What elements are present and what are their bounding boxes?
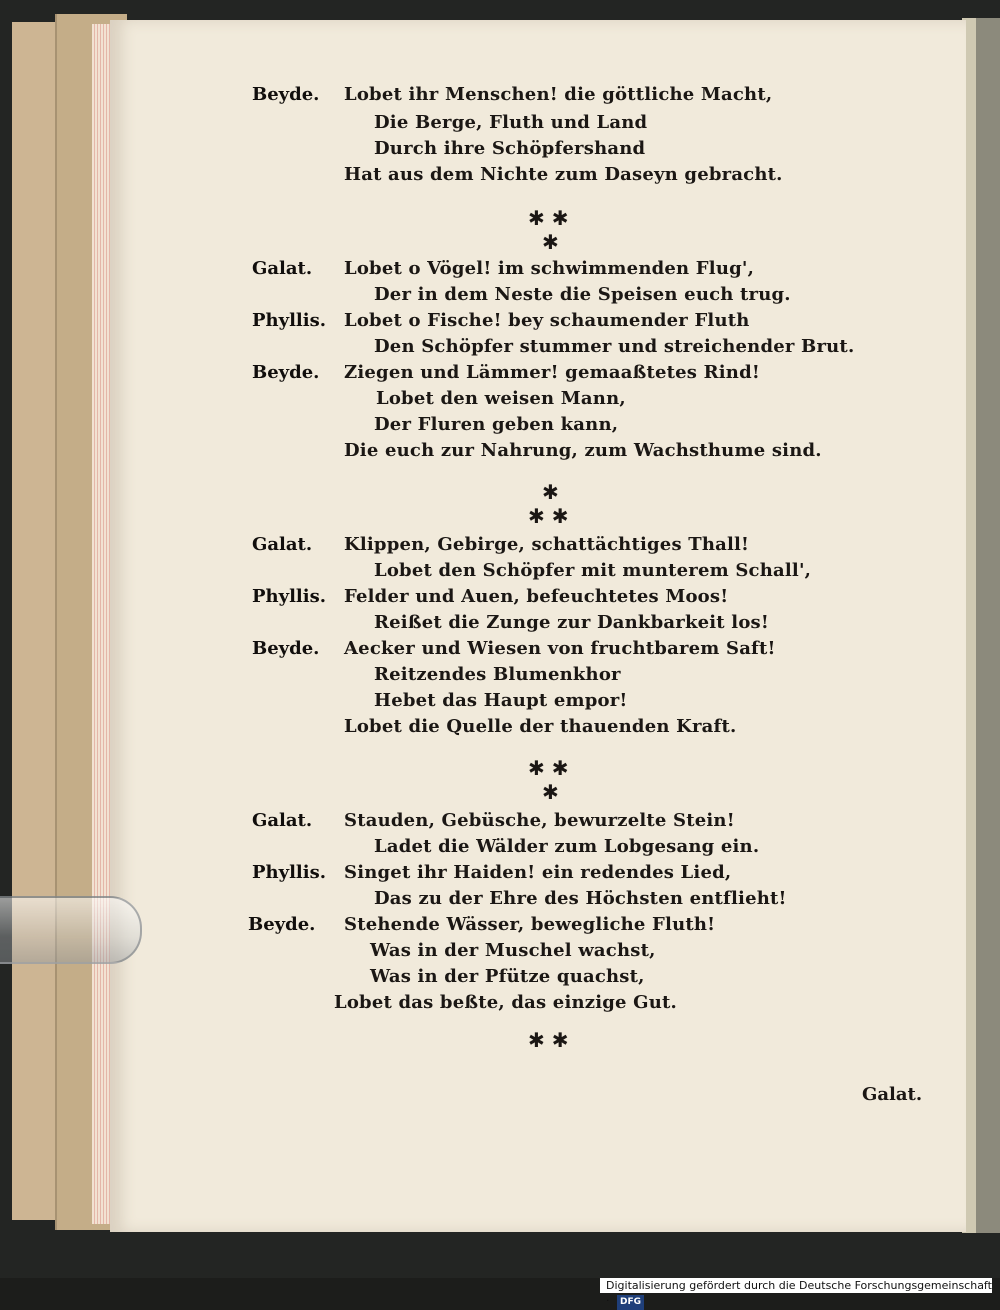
verse-line: Lobet o Vögel! im schwimmenden Flug', xyxy=(344,258,755,279)
page-holder-clip xyxy=(0,896,142,964)
verse-line: Stehende Wässer, bewegliche Fluth! xyxy=(344,914,716,935)
verse-line: Was in der Muschel wachst, xyxy=(370,940,656,961)
verse-line: Den Schöpfer stummer und streichender Brut. xyxy=(374,336,855,357)
book-page xyxy=(110,20,966,1232)
catchword: Galat. xyxy=(862,1084,923,1105)
verse-line: Reitzendes Blumenkhor xyxy=(374,664,621,685)
section-separator xyxy=(528,756,568,804)
verse-line: Lobet den weisen Mann, xyxy=(376,388,626,409)
verse-line: Lobet o Fische! bey schaumender Fluth xyxy=(344,310,750,331)
separator-stars: ✱ ✱ xyxy=(528,1028,569,1052)
verse-line: Der Fluren geben kann, xyxy=(374,414,619,435)
verse-line: Was in der Pfütze quachst, xyxy=(370,966,645,987)
separator-star-bottom: ✱ xyxy=(542,780,559,804)
verse-line: Aecker und Wiesen von fruchtbarem Saft! xyxy=(344,638,776,659)
verse-line: Hat aus dem Nichte zum Daseyn gebracht. xyxy=(344,164,783,185)
speaker-label: Phyllis. xyxy=(252,586,326,607)
separator-stars: ✱ ✱ xyxy=(528,206,569,230)
verse-line: Reißet die Zunge zur Dankbarkeit los! xyxy=(374,612,769,633)
verse-line: Stauden, Gebüsche, bewurzelte Stein! xyxy=(344,810,735,831)
separator-star-bottom: ✱ xyxy=(542,230,559,254)
footer-attribution: Digitalisierung gefördert durch die Deutsche Forschungsgemeinschaft · DFG xyxy=(600,1278,992,1293)
speaker-label: Beyde. xyxy=(252,84,320,105)
verse-line: Singet ihr Haiden! ein redendes Lied, xyxy=(344,862,732,883)
speaker-label: Phyllis. xyxy=(252,310,326,331)
verse-line: Felder und Auen, befeuchtetes Moos! xyxy=(344,586,729,607)
verse-line: Lobet die Quelle der thauenden Kraft. xyxy=(344,716,737,737)
speaker-label: Beyde. xyxy=(252,362,320,383)
separator-stars: ✱ ✱ xyxy=(528,756,569,780)
speaker-label: Beyde. xyxy=(252,638,320,659)
verse-line: Klippen, Gebirge, schattächtiges Thall! xyxy=(344,534,750,555)
verse-line: Die Berge, Fluth und Land xyxy=(374,112,648,133)
separator-stars: ✱ ✱ xyxy=(528,504,569,528)
section-separator xyxy=(528,1028,568,1052)
verse-line: Die euch zur Nahrung, zum Wachsthume sind. xyxy=(344,440,822,461)
verse-line: Ladet die Wälder zum Lobgesang ein. xyxy=(374,836,760,857)
speaker-label: Galat. xyxy=(252,534,313,555)
verse-line: Ziegen und Lämmer! gemaaßtetes Rind! xyxy=(344,362,760,383)
verse-line: Lobet ihr Menschen! die göttliche Macht, xyxy=(344,84,773,105)
speaker-label: Galat. xyxy=(252,258,313,279)
verse-line: Hebet das Haupt empor! xyxy=(374,690,628,711)
separator-star-top: ✱ xyxy=(542,480,559,504)
section-separator xyxy=(528,480,568,528)
footer-text: Digitalisierung gefördert durch die Deutsche Forschungsgemeinschaft xyxy=(606,1279,992,1292)
verse-line: Der in dem Neste die Speisen euch trug. xyxy=(374,284,791,305)
verse-line: Durch ihre Schöpfershand xyxy=(374,138,646,159)
dfg-logo: DFG xyxy=(617,1295,644,1310)
speaker-label: Phyllis. xyxy=(252,862,326,883)
speaker-label: Galat. xyxy=(252,810,313,831)
speaker-label: Beyde. xyxy=(248,914,316,935)
verse-line: Lobet das beßte, das einzige Gut. xyxy=(334,992,677,1013)
verse-line: Das zu der Ehre des Höchsten entflieht! xyxy=(374,888,787,909)
verse-line: Lobet den Schöpfer mit munterem Schall', xyxy=(374,560,812,581)
section-separator xyxy=(528,206,568,254)
